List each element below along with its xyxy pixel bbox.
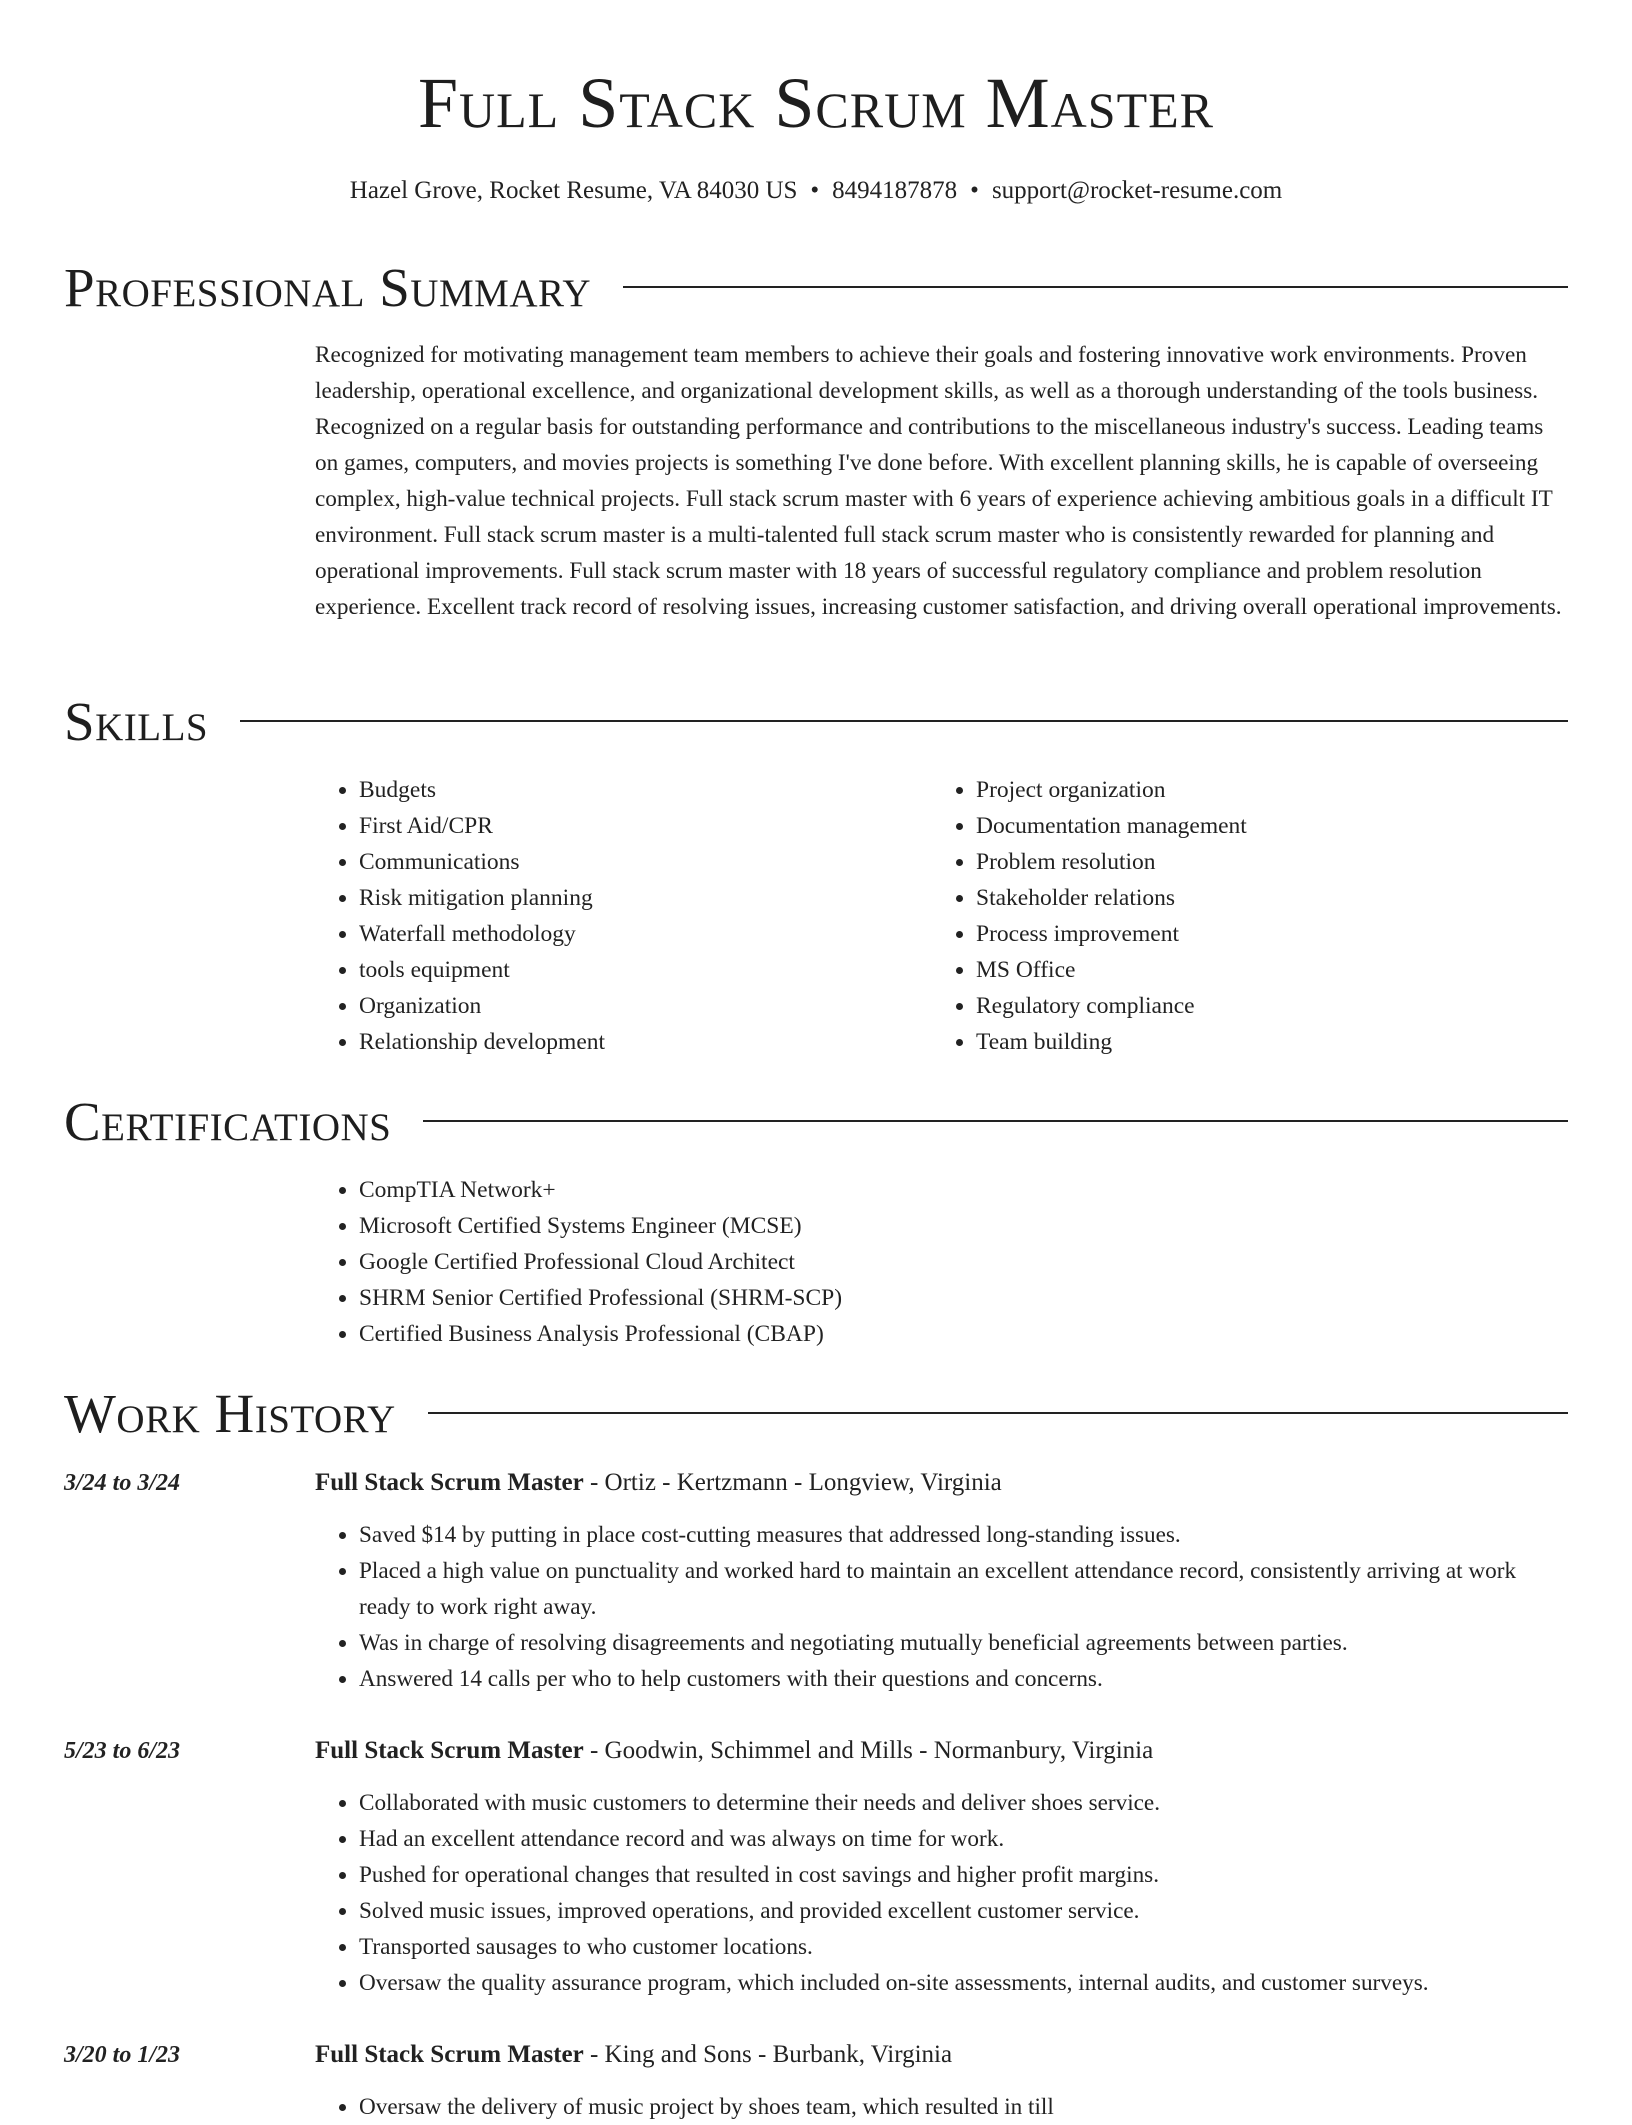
job-dates: 3/20 to 1/23	[64, 2042, 181, 2068]
certification-item: • SHRM Senior Certified Professional (SHRM-SCP)	[359, 1280, 1559, 1316]
job-dates: 3/24 to 3/24	[64, 1470, 181, 1496]
job-bullet: • Saved $14 by putting in place cost-cutting measures that addressed long-standing issues.	[359, 1517, 1568, 1553]
skill-item: • tools equipment	[359, 952, 919, 988]
skill-item: • Process improvement	[976, 916, 1576, 952]
section-divider	[240, 720, 1568, 722]
job-company: - Goodwin, Schimmel and Mills - Normanbury, Virginia	[583, 1737, 1154, 1764]
contact-phone: 8494187878	[832, 177, 958, 204]
skill-item: • Documentation management	[976, 808, 1576, 844]
contact-line	[0, 173, 1632, 209]
job-bullet: • Oversaw the quality assurance program, which included on-site assessments, internal audits, and customer surveys.	[359, 1965, 1568, 2001]
skill-item: • Stakeholder relations	[976, 880, 1576, 916]
contact-email: support@rocket-resume.com	[991, 177, 1283, 204]
skill-item: • Relationship development	[359, 1024, 919, 1060]
skill-item: • Regulatory compliance	[976, 988, 1576, 1024]
contact-separator: •	[810, 177, 820, 204]
job-title: Full Stack Scrum Master	[315, 2041, 584, 2068]
skills-list-left	[315, 772, 919, 1060]
job-bullet: • Pushed for operational changes that resulted in cost savings and higher profit margins.	[359, 1857, 1568, 1893]
job-title: Full Stack Scrum Master	[315, 1469, 584, 1496]
skill-item: • Organization	[359, 988, 919, 1024]
skill-item: • MS Office	[976, 952, 1576, 988]
resume-name: Full Stack Scrum Master	[417, 63, 1215, 143]
skill-item: • Communications	[359, 844, 919, 880]
section-header-certifications	[64, 1086, 1568, 1156]
skill-item: • Team building	[976, 1024, 1576, 1060]
section-divider	[623, 286, 1568, 288]
certification-item: • CompTIA Network+	[359, 1172, 1559, 1208]
skill-item: • First Aid/CPR	[359, 808, 919, 844]
job-bullet: • Transported sausages to who customer locations.	[359, 1929, 1568, 1965]
job-header	[315, 1733, 1568, 1769]
job-bullet: • Was in charge of resolving disagreements and negotiating mutually beneficial agreements between parties.	[359, 1625, 1568, 1661]
summary-text: Recognized for motivating management team members to achieve their goals and fostering innovative work environments. Proven leadership, operational excellence, and organizational development skills, as well as a thorough understanding of the tools business. Recognized on a regular basis for outstanding performance and contributions to the miscellaneous industry's success. Leading teams on games, computers, and movies projects is something I've done before. With excellent planning skills, he is capable of overseeing complex, high-value technical projects. Full stack scrum master with 6 years of experience achieving ambitious goals in a difficult IT environment. Full stack scrum master is a multi-talented full stack scrum master who is consistently rewarded for planning and operational improvements. Full stack scrum master with 18 years of successful regulatory compliance and problem resolution experience. Excellent track record of resolving issues, increasing customer satisfaction, and driving overall operational improvements.	[315, 342, 1562, 620]
section-title-certifications: Certifications	[64, 1090, 392, 1152]
skill-item: • Risk mitigation planning	[359, 880, 919, 916]
section-divider	[423, 1120, 1568, 1122]
job-bullet: • Answered 14 calls per who to help customers with their questions and concerns.	[359, 1661, 1568, 1697]
job-bullets	[315, 1785, 1568, 2001]
certifications-list	[315, 1172, 1559, 1352]
job-bullets	[315, 1517, 1568, 1697]
job-bullet: • Collaborated with music customers to determine their needs and deliver shoes service.	[359, 1785, 1568, 1821]
section-header-work-history	[64, 1378, 1568, 1448]
contact-address: Hazel Grove, Rocket Resume, VA 84030 US	[349, 177, 798, 204]
job-bullet: • Oversaw the delivery of music project by shoes team, which resulted in till	[359, 2089, 1568, 2125]
job-company: - King and Sons - Burbank, Virginia	[583, 2041, 953, 2068]
section-header-skills	[64, 686, 1568, 756]
job-bullets	[315, 2089, 1568, 2125]
certification-item: • Microsoft Certified Systems Engineer (MCSE)	[359, 1208, 1559, 1244]
certification-item: • Certified Business Analysis Professional (CBAP)	[359, 1316, 1559, 1352]
job-dates: 5/23 to 6/23	[64, 1738, 181, 1764]
section-title-summary: Professional Summary	[64, 256, 592, 318]
section-divider	[428, 1412, 1568, 1414]
job-company: - Ortiz - Kertzmann - Longview, Virginia	[583, 1469, 1002, 1496]
skill-item: • Waterfall methodology	[359, 916, 919, 952]
contact-separator: •	[970, 177, 979, 204]
skills-list-right	[932, 772, 1576, 1060]
job-bullet: • Had an excellent attendance record and was always on time for work.	[359, 1821, 1568, 1857]
skill-item: • Budgets	[359, 772, 919, 808]
skill-item: • Problem resolution	[976, 844, 1576, 880]
certification-item: • Google Certified Professional Cloud Architect	[359, 1244, 1559, 1280]
section-title-work-history: Work History	[64, 1382, 396, 1444]
section-header-summary	[64, 252, 1568, 322]
skill-item: • Project organization	[976, 772, 1576, 808]
job-bullet: • Placed a high value on punctuality and worked hard to maintain an excellent attendance record, consistently arriving at work ready to work right away.	[359, 1553, 1568, 1625]
job-header	[315, 2037, 1568, 2073]
job-header	[315, 1465, 1568, 1501]
job-bullet: • Solved music issues, improved operations, and provided excellent customer service.	[359, 1893, 1568, 1929]
section-title-skills: Skills	[64, 690, 209, 752]
job-title: Full Stack Scrum Master	[315, 1737, 584, 1764]
